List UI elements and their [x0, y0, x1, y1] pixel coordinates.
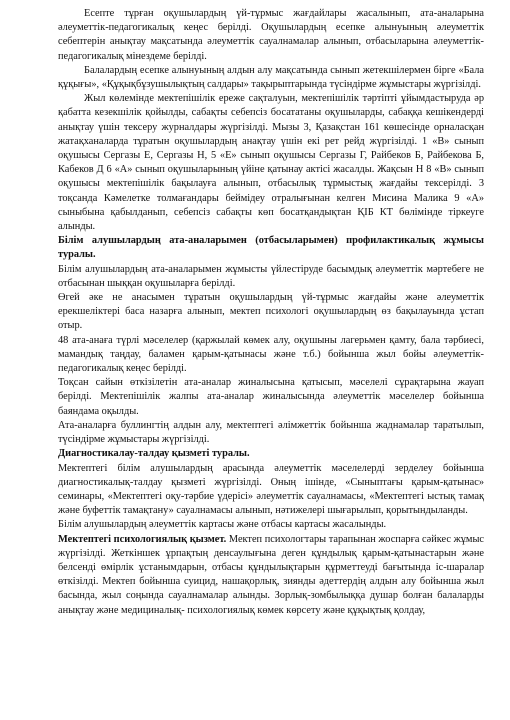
paragraph-diagnostics: Мектептегі білім алушылардың арасында әлеуметтік мәселелерді зерделеу бойынша диагностикалық-талдау қызметі жүргізілді. Оның ішінде, «Сыныптағы қарым-қатынас» семинары, «Мектептегі оқу-тәрбие үдерісі» әлеуметтік сауалнамасы, «Мектептегі ыстық тамақ және буфеттік тамақтану» сауалнамасы алынып, нәтижелері шығарылып, қорытындыланды.	[58, 462, 484, 517]
paragraph-consultations: 48 ата-анаға түрлі мәселелер (қаржылай көмек алу, оқушыны лагерьмен қамту, бала тәрбиесі, мамандық таңдау, баламен қарым-қатынасы және т.б.) бойынша жыл бойы әлеуметтік-педагогикалық кеңес берілді.	[58, 334, 484, 375]
heading-parents-prevention: Білім алушылардың ата-аналарымен (отбасыларымен) профилактикалық жұмысы туралы.	[58, 235, 484, 261]
paragraph-bullying: Ата-аналарға буллингтің алдын алу, мектептегі әлімжеттік бойынша жаднамалар таратылып, түсіндірме жұмыстары жүргізілді.	[58, 419, 484, 446]
paragraph-parent-meetings: Тоқсан сайын өткізілетін ата-аналар жиналысына қатысып, мәселелі сұрақтарына жауап берілді. Мектепішілік жалпы ата-аналар жиналысында әлеуметтік мәселелер бойынша баяндама оқылды.	[58, 377, 484, 417]
paragraph-registered-students: Есепте тұрған оқушылардың үй-тұрмыс жағдайлары жасалынып, ата-аналарына әлеуметтік-педагогикалық кеңес берілді. Оқушылардың есепке алынуының әлеуметтік себептерін анықтау мақсатында әлеуметтік сауалнамалар алынып, отбасыларына әлеуметтік-педагогикалық мінездеме берілді.	[58, 8, 484, 62]
psychological-service-text: Мектеп психологтары тарапынан жоспарға сәйкес жұмыс жүргізілді. Жеткіншек ұрпақтың денсаулығына деген құндылық қарым-қатынастарын және белсенді өмірлік ұстанымдарын, отбасы құндылықтарын құрметтеуді бағытында іс-шаралар өткізілді. Мектеп бойынша суицид, нашақорлық, зиянды әдеттердің алдын алу бойынша жыл басында, жыл соңында сауалнамалар алынды. Зорлық-зомбылыққа душар болған балаларды анықтау және медициналық- психологиялық көмек көрсету және құқықтық қолдау,	[58, 533, 484, 616]
psychological-service-title: Мектептегі психологиялық қызмет.	[58, 533, 227, 545]
paragraph-psychological-service	[58, 533, 484, 618]
heading-diagnostics: Диагностикалау-талдау қызметі туралы.	[58, 448, 250, 460]
paragraph-school-rules: Жыл көлемінде мектепішілік ереже сақталуын, мектепішілік тәртіпті ұйымдастыруда әр қабатта кезекшілік қойылды, сабақты себепсіз босататаны оқушыларды, сабаққа кешікендерді анықтау үшін тексеру журналдары жүргізілді. Мызы 3, Қазақстан 161 көшесінде орналасқан жатақханаларда тұратын оқушылардың анақтау үшін екі рет рейд жүргізілді. 1 «В» сынып оқушысы Сергазы Е, Сергазы Н, 5 «Е» сынып оқушысы Сергазы Г, Райбеков Б, Райбекова Б, Кабеков Д 6 «А» сынып оқушыларының үйіне қатынау актісі жасалды. Жақсын Н 8 «В» сынып оқушысы мектепішілік бақылауға алынып, отбасылық тұрмыстық жағдайы тексерілді. 3 тоқсанда Кәмелетке толмағандары беймідеу отралығынан келген Мисина Малика 9 «А» сыныбына қабылданып, себепсіз сабақты көп босатқандықтан ҚІБ КТ бөлімінде тіркеуге алынды.	[58, 93, 484, 233]
paragraph-social-map: Білім алушылардың әлеуметтік картасы және отбасы картасы жасалынды.	[58, 519, 387, 531]
paragraph-explanatory-work: Балалардың есепке алынуының алдын алу мақсатында сынып жетекшілермен бірге «Бала құқығы», «Құқықбұзушылықтың салдары» тақырыптарында түсіндірме жұмыстары жүргізілді.	[58, 64, 484, 91]
paragraph-parents-priority: Білім алушылардың ата-аналарымен жұмысты үйлестіруде басымдық әлеуметтік мәртебеге не отбасынан шыққан оқушыларға берілді.	[58, 263, 484, 289]
paragraph-stepparent-families: Өгей әке не анасымен тұратын оқушылардың үй-тұрмыс жағдайы және әлеуметтік ерекшеліктері баса назарға алынып, мектеп психологі оқушылардың өз бақылауында ұстап отыр.	[58, 292, 484, 332]
